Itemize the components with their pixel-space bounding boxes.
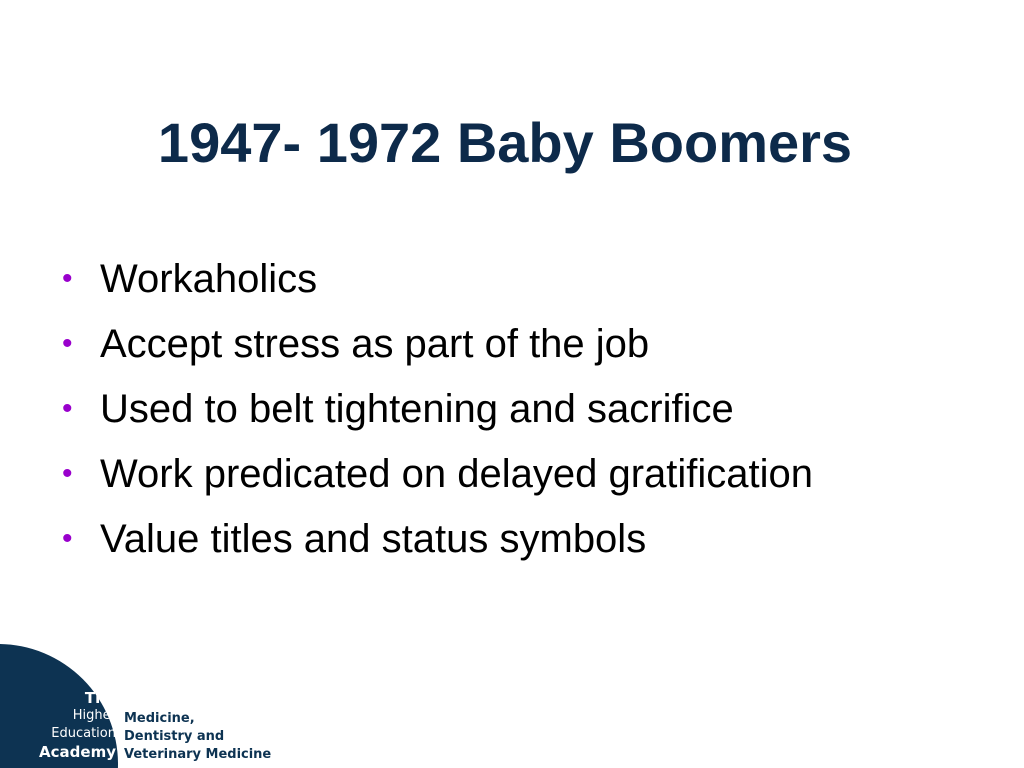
bullet-dot-icon: •: [62, 392, 73, 425]
logo-subject-line: Medicine,: [124, 711, 195, 726]
logo-subject-line: Dentistry and: [124, 729, 225, 744]
logo-higher: Higher: [72, 708, 116, 723]
bullet-item: [62, 510, 813, 575]
bullet-text: Value titles and status symbols: [100, 517, 647, 561]
academy-logo: [0, 640, 290, 768]
bullet-text: Accept stress as part of the job: [100, 322, 650, 366]
bullet-item: [62, 445, 813, 510]
logo-subject-line: Veterinary Medicine: [124, 747, 272, 762]
bullet-list: [62, 250, 813, 575]
logo-wordmark: [0, 689, 116, 762]
bullet-item: [62, 250, 813, 315]
logo-academy: Academy: [39, 743, 116, 761]
bullet-dot-icon: •: [62, 522, 73, 555]
bullet-item: [62, 315, 813, 380]
logo-the: The: [84, 689, 116, 707]
logo-education: Education: [51, 726, 116, 741]
bullet-item: [62, 380, 813, 445]
bullet-text: Work predicated on delayed gratification: [100, 452, 814, 496]
bullet-text: Used to belt tightening and sacrifice: [100, 387, 734, 431]
bullet-dot-icon: •: [62, 327, 73, 360]
slide-title: 1947- 1972 Baby Boomers: [157, 111, 853, 174]
logo-subject: [124, 710, 271, 764]
bullet-dot-icon: •: [62, 262, 73, 295]
bullet-dot-icon: •: [62, 457, 73, 490]
bullet-text: Workaholics: [100, 257, 318, 301]
